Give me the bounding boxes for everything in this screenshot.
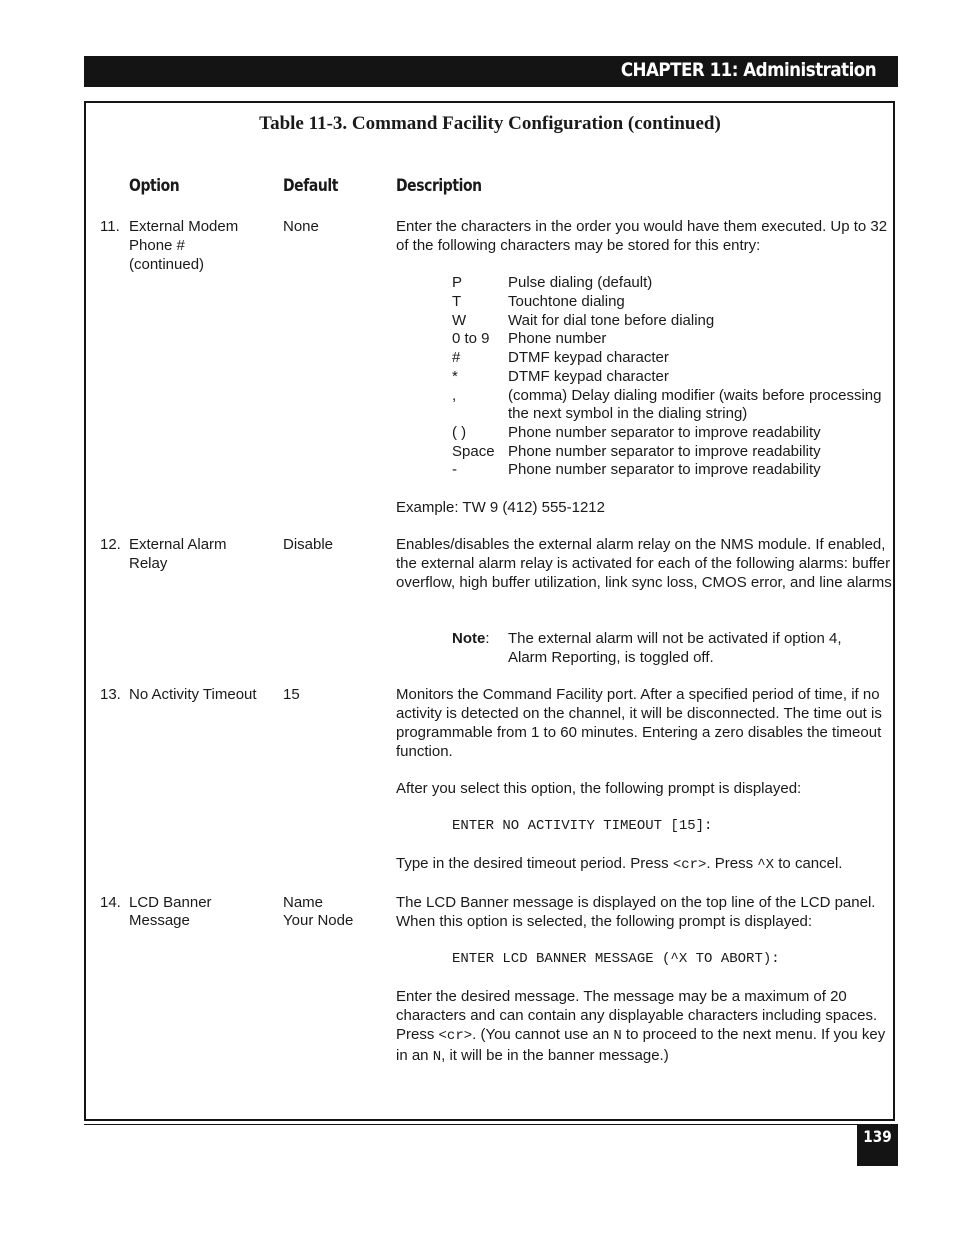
dial-char-meaning: Phone number bbox=[508, 330, 607, 347]
default-value: Your Node bbox=[283, 912, 354, 929]
dial-char-symbol: , bbox=[452, 387, 457, 404]
option-name-line: Phone # bbox=[129, 237, 185, 254]
instruction-part: Enter the desired message. The message may be a maximum of 20 characters and can contain any displayable characters including spaces. Press bbox=[396, 988, 878, 1043]
option-name-line: Relay bbox=[129, 555, 168, 572]
instruction-part: , it will be in the banner message.) bbox=[441, 1047, 669, 1064]
key-code: N bbox=[432, 1049, 442, 1065]
dial-char-meaning: DTMF keypad character bbox=[508, 368, 669, 385]
option-name-line: Message bbox=[129, 912, 190, 929]
dial-char-meaning: Touchtone dialing bbox=[508, 293, 625, 310]
dial-char-meaning: DTMF keypad character bbox=[508, 349, 669, 366]
note-colon: : bbox=[485, 630, 490, 647]
footer-rule bbox=[84, 1124, 898, 1125]
instruction-part: . (You cannot use an bbox=[472, 1026, 614, 1043]
instruction-part: to proceed to the next menu. If you key in an bbox=[396, 1026, 886, 1064]
option-name-line: External Modem bbox=[129, 218, 239, 235]
dial-char-symbol: 0 to 9 bbox=[452, 330, 490, 347]
option-name-line: (continued) bbox=[129, 256, 205, 273]
dial-char-symbol: P bbox=[452, 274, 463, 291]
column-header-description: Description bbox=[396, 176, 482, 196]
key-code: ^X bbox=[757, 857, 775, 873]
instruction-text bbox=[396, 987, 896, 1067]
dial-char-meaning: Phone number separator to improve readability bbox=[508, 461, 821, 478]
instruction-part: . Press bbox=[706, 855, 758, 872]
default-value: 15 bbox=[283, 686, 300, 703]
note-label-text: Note bbox=[452, 630, 486, 647]
dial-char-meaning: (comma) Delay dialing modifier (waits before processing bbox=[508, 387, 882, 404]
dial-char-symbol: ( ) bbox=[452, 424, 467, 441]
row-number: 14. bbox=[100, 894, 121, 911]
description-text: Enter the characters in the order you would have them executed. Up to 32 of the following characters may be stored for this entry: bbox=[396, 218, 888, 254]
description-text: The LCD Banner message is displayed on the top line of the LCD panel. When this option is selected, the following prompt is displayed: bbox=[396, 894, 876, 930]
dial-char-meaning: Wait for dial tone before dialing bbox=[508, 312, 715, 329]
instruction-text bbox=[396, 854, 842, 875]
prompt-code: ENTER NO ACTIVITY TIMEOUT [15]: bbox=[452, 818, 713, 834]
example-text: Example: TW 9 (412) 555-1212 bbox=[396, 499, 605, 516]
default-value: Name bbox=[283, 894, 324, 911]
note-text: Alarm Reporting, is toggled off. bbox=[508, 649, 714, 666]
key-code: <cr> bbox=[438, 1028, 473, 1044]
column-header-option: Option bbox=[129, 176, 180, 196]
dial-char-meaning: the next symbol in the dialing string) bbox=[508, 405, 748, 422]
prompt-code: ENTER LCD BANNER MESSAGE (^X TO ABORT): bbox=[452, 951, 780, 967]
row-number: 12. bbox=[100, 536, 121, 553]
chapter-header-bar bbox=[84, 56, 898, 87]
dial-char-meaning: Phone number separator to improve readability bbox=[508, 443, 821, 460]
option-name: No Activity Timeout bbox=[129, 686, 257, 703]
prompt-intro-text: After you select this option, the following prompt is displayed: bbox=[396, 780, 802, 797]
table-title: Table 11-3. Command Facility Configuration (continued) bbox=[259, 113, 721, 134]
dial-char-symbol: * bbox=[452, 368, 458, 385]
dial-char-symbol: W bbox=[452, 312, 467, 329]
description-text: Monitors the Command Facility port. After a specified period of time, if no activity is detected on the channel, it will be disconnected. The time out is programmable from 1 to 60 minutes. Entering a zero disables the timeout function. bbox=[396, 686, 882, 760]
row-number: 13. bbox=[100, 686, 121, 703]
dial-char-meaning: Pulse dialing (default) bbox=[508, 274, 653, 291]
page-number-box bbox=[857, 1124, 898, 1166]
note-label bbox=[452, 629, 490, 648]
default-value: None bbox=[283, 218, 319, 235]
dial-char-symbol: - bbox=[452, 461, 457, 478]
dial-char-symbol: Space bbox=[452, 443, 495, 460]
option-name-line: LCD Banner bbox=[129, 894, 212, 911]
default-value: Disable bbox=[283, 536, 334, 553]
dial-char-symbol: T bbox=[452, 293, 462, 310]
description-text: Enables/disables the external alarm relay on the NMS module. If enabled, the external alarm relay is activated for each of the following alarms: buffer overflow, high buffer utilization, link sync loss, CMOS error, and line alarms. bbox=[396, 536, 896, 591]
dial-char-meaning: Phone number separator to improve readability bbox=[508, 424, 821, 441]
page-number: 139 bbox=[863, 1127, 892, 1146]
instruction-part: to cancel. bbox=[774, 855, 843, 872]
row-number: 11. bbox=[100, 218, 120, 235]
key-code: <cr> bbox=[672, 857, 707, 873]
note-text: The external alarm will not be activated if option 4, bbox=[508, 630, 842, 647]
option-name-line: External Alarm bbox=[129, 536, 227, 553]
dial-char-symbol: # bbox=[452, 349, 461, 366]
key-code: N bbox=[613, 1028, 622, 1044]
chapter-title: CHAPTER 11: Administration bbox=[620, 59, 876, 81]
column-header-default: Default bbox=[283, 176, 339, 196]
instruction-part: Type in the desired timeout period. Press bbox=[396, 855, 673, 872]
